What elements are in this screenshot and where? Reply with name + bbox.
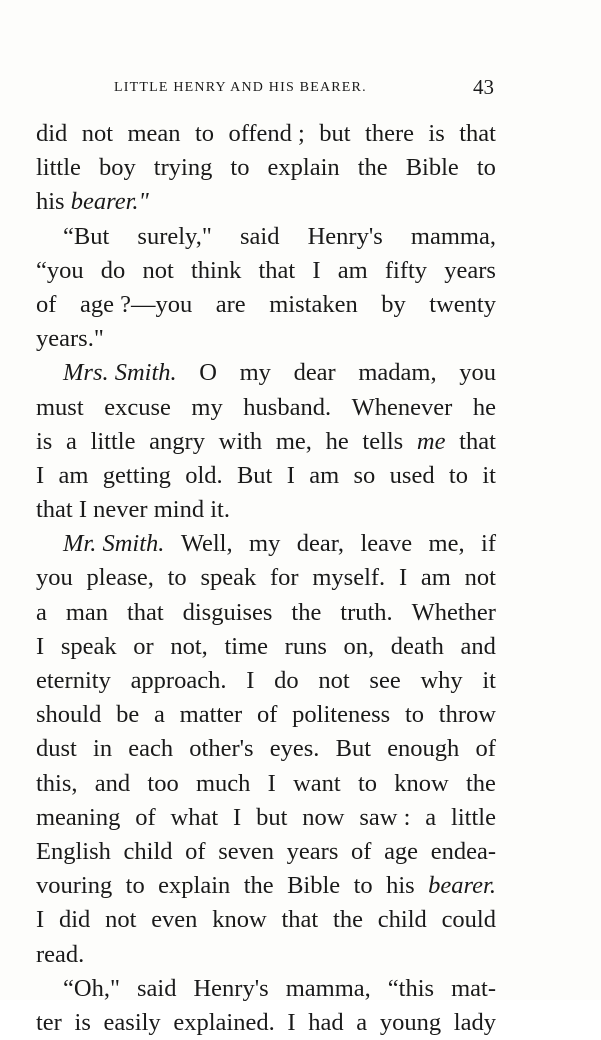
word: dust: [36, 735, 77, 763]
word: But: [236, 461, 273, 489]
text-line: [36, 288, 496, 322]
word: the: [333, 906, 363, 934]
word: English: [36, 837, 111, 865]
word: said: [239, 222, 280, 250]
word: years.": [36, 325, 104, 353]
text-line: [36, 801, 496, 835]
word: but: [256, 803, 288, 831]
text-line: [36, 527, 496, 561]
text-line: [36, 254, 496, 288]
text-line: [36, 732, 496, 766]
word: to: [353, 872, 373, 900]
word: am: [420, 564, 451, 592]
word: each: [128, 735, 174, 763]
word: the: [243, 872, 274, 900]
word: is: [74, 1008, 91, 1036]
word: with: [218, 427, 263, 455]
text-line: [36, 630, 496, 664]
word: me,: [275, 427, 312, 455]
word: mamma,: [285, 974, 371, 1002]
word: it.: [210, 496, 230, 524]
word: to: [194, 120, 215, 147]
word: not: [318, 667, 350, 694]
word: eyes.: [269, 735, 320, 763]
word: are: [215, 290, 246, 318]
word: bearer.": [70, 188, 149, 216]
page-number: 43: [473, 75, 494, 99]
word: my: [249, 530, 281, 558]
word: trying: [153, 154, 213, 182]
word: is: [36, 427, 53, 455]
word: I: [233, 803, 242, 831]
word: that: [459, 120, 496, 147]
word: mamma,: [410, 222, 496, 250]
word: is: [428, 120, 445, 147]
word: to: [448, 461, 468, 489]
word: disguises: [182, 598, 273, 626]
running-header: [114, 75, 494, 101]
word: throw: [438, 701, 496, 729]
word: mean: [127, 120, 181, 147]
word: I: [267, 769, 276, 797]
word: of: [475, 735, 496, 763]
word: O: [199, 359, 217, 387]
word: me: [416, 427, 446, 455]
word: to: [230, 154, 250, 182]
word: he: [325, 427, 349, 455]
word: did: [58, 906, 91, 934]
word: that: [258, 256, 296, 284]
word: a: [66, 427, 77, 455]
word: I: [246, 667, 255, 694]
word: man: [65, 598, 108, 626]
running-title: LITTLE HENRY AND HIS BEARER.: [114, 80, 367, 95]
text-line: [36, 322, 496, 356]
word: the: [291, 598, 322, 626]
word: eternity: [36, 667, 111, 694]
word: that: [36, 496, 73, 524]
text-line: [36, 425, 496, 459]
text-line: [36, 151, 496, 185]
word: approach.: [130, 667, 227, 694]
text-line: [36, 938, 496, 972]
word: know: [394, 769, 449, 797]
word: Henry's: [193, 974, 269, 1002]
word: the: [357, 154, 388, 182]
word: not: [81, 120, 114, 147]
word: tells: [362, 427, 404, 455]
text-line: [36, 220, 496, 254]
word: or: [133, 632, 154, 660]
word: age ?—you: [79, 290, 193, 318]
word: Well,: [180, 530, 233, 558]
word: I: [78, 496, 88, 524]
word: I: [312, 256, 321, 284]
word: explain: [158, 872, 231, 900]
word: “this: [387, 974, 435, 1002]
word: there: [365, 120, 414, 147]
word: offend ;: [228, 120, 305, 147]
word: little: [451, 803, 496, 831]
word: a: [356, 1008, 368, 1036]
word: am: [309, 461, 340, 489]
word: had: [308, 1008, 344, 1036]
word: be: [116, 701, 140, 729]
word: could: [441, 906, 496, 934]
word: ter: [36, 1008, 62, 1036]
word: of: [135, 803, 156, 831]
word: and: [94, 769, 131, 797]
word: do: [100, 256, 126, 284]
text-line: [36, 1006, 496, 1040]
word: I: [398, 564, 408, 592]
word: a: [154, 701, 165, 729]
word: see: [369, 667, 401, 694]
text-line: [36, 664, 496, 698]
word: age: [384, 837, 419, 865]
word: myself.: [312, 564, 386, 592]
word: my: [191, 393, 223, 421]
word: fifty: [384, 256, 428, 284]
word: for: [270, 564, 299, 592]
word: dear,: [296, 530, 345, 558]
word: I: [287, 1008, 296, 1036]
word: getting: [102, 461, 171, 489]
word: to: [125, 872, 145, 900]
word: years: [444, 256, 496, 284]
word: Henry's: [307, 222, 383, 250]
word: not: [464, 564, 496, 592]
text-line: [36, 869, 496, 903]
word: endea-: [430, 837, 496, 865]
word: surely,": [137, 222, 212, 250]
word: am: [58, 461, 89, 489]
word: of: [185, 837, 206, 865]
word: this,: [36, 769, 78, 797]
word: me,: [428, 530, 465, 558]
word: Bible: [287, 872, 341, 900]
word: did: [36, 120, 68, 147]
word: runs: [284, 632, 327, 660]
text-line: [36, 972, 496, 1006]
word: on,: [343, 632, 375, 660]
word: explained.: [173, 1008, 275, 1036]
word: madam,: [358, 359, 437, 387]
word: mind: [153, 496, 205, 524]
word: I: [286, 461, 295, 489]
text-line: [36, 561, 496, 595]
word: of: [36, 290, 57, 318]
word: to: [357, 769, 378, 797]
word: truth.: [340, 598, 393, 626]
word: that: [281, 906, 319, 934]
word: know: [212, 906, 267, 934]
word: even: [151, 906, 198, 934]
text-line: [36, 596, 496, 630]
text-line: [36, 767, 496, 801]
word: Mr. Smith.: [63, 530, 165, 558]
word: Mrs. Smith.: [63, 359, 177, 387]
word: mat-: [451, 974, 496, 1002]
word: must: [36, 393, 84, 421]
word: old.: [185, 461, 223, 489]
word: explain: [267, 154, 340, 182]
word: what: [170, 803, 219, 831]
word: want: [293, 769, 341, 797]
word: a: [425, 803, 437, 831]
word: never: [93, 496, 148, 524]
word: why: [420, 667, 463, 694]
word: it: [482, 667, 496, 694]
text-line: [36, 903, 496, 937]
word: politeness: [292, 701, 391, 729]
word: read.: [36, 940, 85, 968]
word: saw :: [359, 803, 411, 831]
word: by: [381, 290, 406, 318]
word: dear: [293, 359, 336, 387]
word: lady: [453, 1008, 496, 1036]
word: I: [36, 906, 45, 934]
word: years: [286, 837, 339, 865]
word: and: [460, 632, 496, 660]
word: am: [337, 256, 368, 284]
word: Bible: [405, 154, 459, 182]
word: speak: [60, 632, 117, 660]
word: leave: [360, 530, 413, 558]
word: not,: [170, 632, 208, 660]
word: little: [36, 154, 81, 182]
word: Whenever: [351, 393, 453, 421]
word: speak: [200, 564, 257, 592]
word: the: [465, 769, 496, 797]
word: child: [377, 906, 427, 934]
text-line: [36, 835, 496, 869]
word: child: [123, 837, 173, 865]
word: if: [481, 530, 496, 558]
word: too: [147, 769, 179, 797]
word: twenty: [429, 290, 496, 318]
word: time: [224, 632, 268, 660]
word: bearer.: [428, 872, 496, 900]
word: of: [256, 701, 278, 729]
word: a: [36, 598, 47, 626]
word: enough: [387, 735, 460, 763]
word: young: [379, 1008, 442, 1036]
word: of: [351, 837, 372, 865]
word: I: [36, 461, 45, 489]
word: do: [274, 667, 299, 694]
word: said: [136, 974, 177, 1002]
word: to: [167, 564, 187, 592]
word: But: [335, 735, 372, 763]
word: other's: [189, 735, 254, 763]
word: his: [36, 188, 65, 216]
word: but: [319, 120, 351, 147]
word: little: [90, 427, 136, 455]
word: my: [239, 359, 271, 387]
text-line: [36, 185, 496, 219]
word: death: [390, 632, 444, 660]
word: “Oh,": [63, 974, 120, 1002]
word: to: [476, 154, 496, 182]
word: easily: [103, 1008, 161, 1036]
word: Whether: [411, 598, 496, 626]
word: that: [126, 598, 164, 626]
word: in: [93, 735, 113, 763]
word: please,: [86, 564, 154, 592]
text-line: [36, 493, 496, 527]
word: husband.: [243, 393, 332, 421]
word: seven: [218, 837, 275, 865]
word: so: [353, 461, 376, 489]
word: meaning: [36, 803, 121, 831]
word: think: [190, 256, 242, 284]
word: to: [404, 701, 424, 729]
word: much: [195, 769, 251, 797]
word: that: [459, 427, 496, 455]
word: mistaken: [269, 290, 358, 318]
word: angry: [149, 427, 205, 455]
word: you: [459, 359, 496, 387]
text-line: [36, 356, 496, 390]
text-line: [36, 391, 496, 425]
word: “you: [36, 256, 84, 284]
word: you: [36, 564, 73, 592]
body-text: [36, 117, 496, 1040]
word: his: [386, 872, 415, 900]
word: “But: [63, 222, 110, 250]
word: I: [36, 632, 45, 660]
word: used: [389, 461, 435, 489]
word: excuse: [104, 393, 171, 421]
text-line: [36, 698, 496, 732]
word: matter: [179, 701, 243, 729]
word: not: [142, 256, 174, 284]
text-line: [36, 117, 496, 151]
word: boy: [98, 154, 136, 182]
word: it: [482, 461, 496, 489]
word: vouring: [36, 872, 113, 900]
word: he: [472, 393, 496, 421]
word: not: [105, 906, 137, 934]
word: now: [302, 803, 345, 831]
word: should: [36, 701, 102, 729]
text-line: [36, 459, 496, 493]
